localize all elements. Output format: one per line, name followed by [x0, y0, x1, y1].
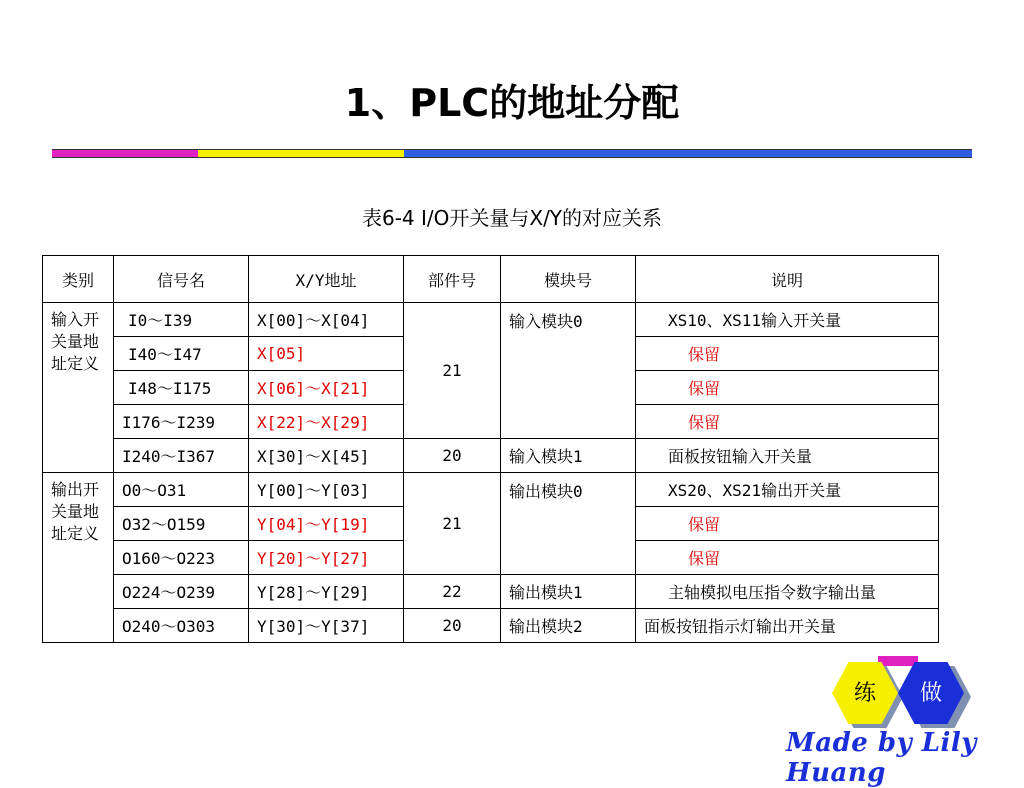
module-cell: 输入模块0 — [501, 303, 636, 439]
signal-cell: O0～O31 — [114, 473, 249, 507]
part-cell: 20 — [404, 439, 501, 473]
module-cell: 输入模块1 — [501, 439, 636, 473]
signal-cell: I176～I239 — [114, 405, 249, 439]
practice-badge-label[interactable]: 练 — [853, 681, 876, 706]
address-cell: X[22]～X[29] — [249, 405, 404, 439]
title-rule-outline-bottom — [52, 157, 972, 158]
module-cell: 输出模块1 — [501, 575, 636, 609]
signal-cell: I40～I47 — [114, 337, 249, 371]
table-row — [43, 439, 939, 473]
description-cell: 面板按钮输入开关量 — [636, 439, 939, 473]
address-cell: X[05] — [249, 337, 404, 371]
part-cell: 21 — [404, 473, 501, 575]
header-signal: 信号名 — [114, 256, 249, 303]
address-cell: Y[28]～Y[29] — [249, 575, 404, 609]
category-output: 输出开关量地址定义 — [43, 473, 114, 643]
io-address-table — [42, 255, 939, 643]
header-category: 类别 — [43, 256, 114, 303]
address-cell: Y[30]～Y[37] — [249, 609, 404, 643]
description-cell: 保留 — [636, 337, 939, 371]
address-cell: Y[20]～Y[27] — [249, 541, 404, 575]
title-rule-outline-top — [52, 149, 972, 150]
address-cell: X[00]～X[04] — [249, 303, 404, 337]
signal-cell: I48～I175 — [114, 371, 249, 405]
description-cell: XS10、XS11输入开关量 — [636, 303, 939, 337]
signal-cell: O240～O303 — [114, 609, 249, 643]
address-cell: Y[00]～Y[03] — [249, 473, 404, 507]
description-cell: 保留 — [636, 507, 939, 541]
description-cell: 面板按钮指示灯输出开关量 — [636, 609, 939, 643]
author-signature: Made by Lily Huang — [786, 728, 977, 788]
signal-cell: O160～O223 — [114, 541, 249, 575]
signal-cell: I0～I39 — [114, 303, 249, 337]
table-row — [43, 575, 939, 609]
header-part-number: 部件号 — [404, 256, 501, 303]
table-header-row — [43, 256, 939, 303]
description-cell: 保留 — [636, 405, 939, 439]
title-rule-blue — [404, 149, 972, 157]
title-rule-magenta — [52, 149, 198, 157]
do-badge-label[interactable]: 做 — [919, 681, 942, 706]
description-cell: 保留 — [636, 371, 939, 405]
table-row — [43, 303, 939, 337]
description-cell: XS20、XS21输出开关量 — [636, 473, 939, 507]
signal-cell: O32～O159 — [114, 507, 249, 541]
title-rule-yellow — [198, 149, 404, 157]
signal-cell: O224～O239 — [114, 575, 249, 609]
header-xy-address: X/Y地址 — [249, 256, 404, 303]
signal-cell: I240～I367 — [114, 439, 249, 473]
description-cell: 主轴模拟电压指令数字输出量 — [636, 575, 939, 609]
module-cell: 输出模块0 — [501, 473, 636, 575]
category-input: 输入开关量地址定义 — [43, 303, 114, 473]
header-module-number: 模块号 — [501, 256, 636, 303]
part-cell: 20 — [404, 609, 501, 643]
module-cell: 输出模块2 — [501, 609, 636, 643]
header-description: 说明 — [636, 256, 939, 303]
address-cell: Y[04]～Y[19] — [249, 507, 404, 541]
address-cell: X[30]～X[45] — [249, 439, 404, 473]
table-row — [43, 609, 939, 643]
table-row — [43, 473, 939, 507]
part-cell: 22 — [404, 575, 501, 609]
table-caption: 表6-4 I/O开关量与X/Y的对应关系 — [361, 206, 663, 230]
description-cell: 保留 — [636, 541, 939, 575]
address-cell: X[06]～X[21] — [249, 371, 404, 405]
part-cell: 21 — [404, 303, 501, 439]
page-title: 1、PLC的地址分配 — [344, 81, 680, 125]
